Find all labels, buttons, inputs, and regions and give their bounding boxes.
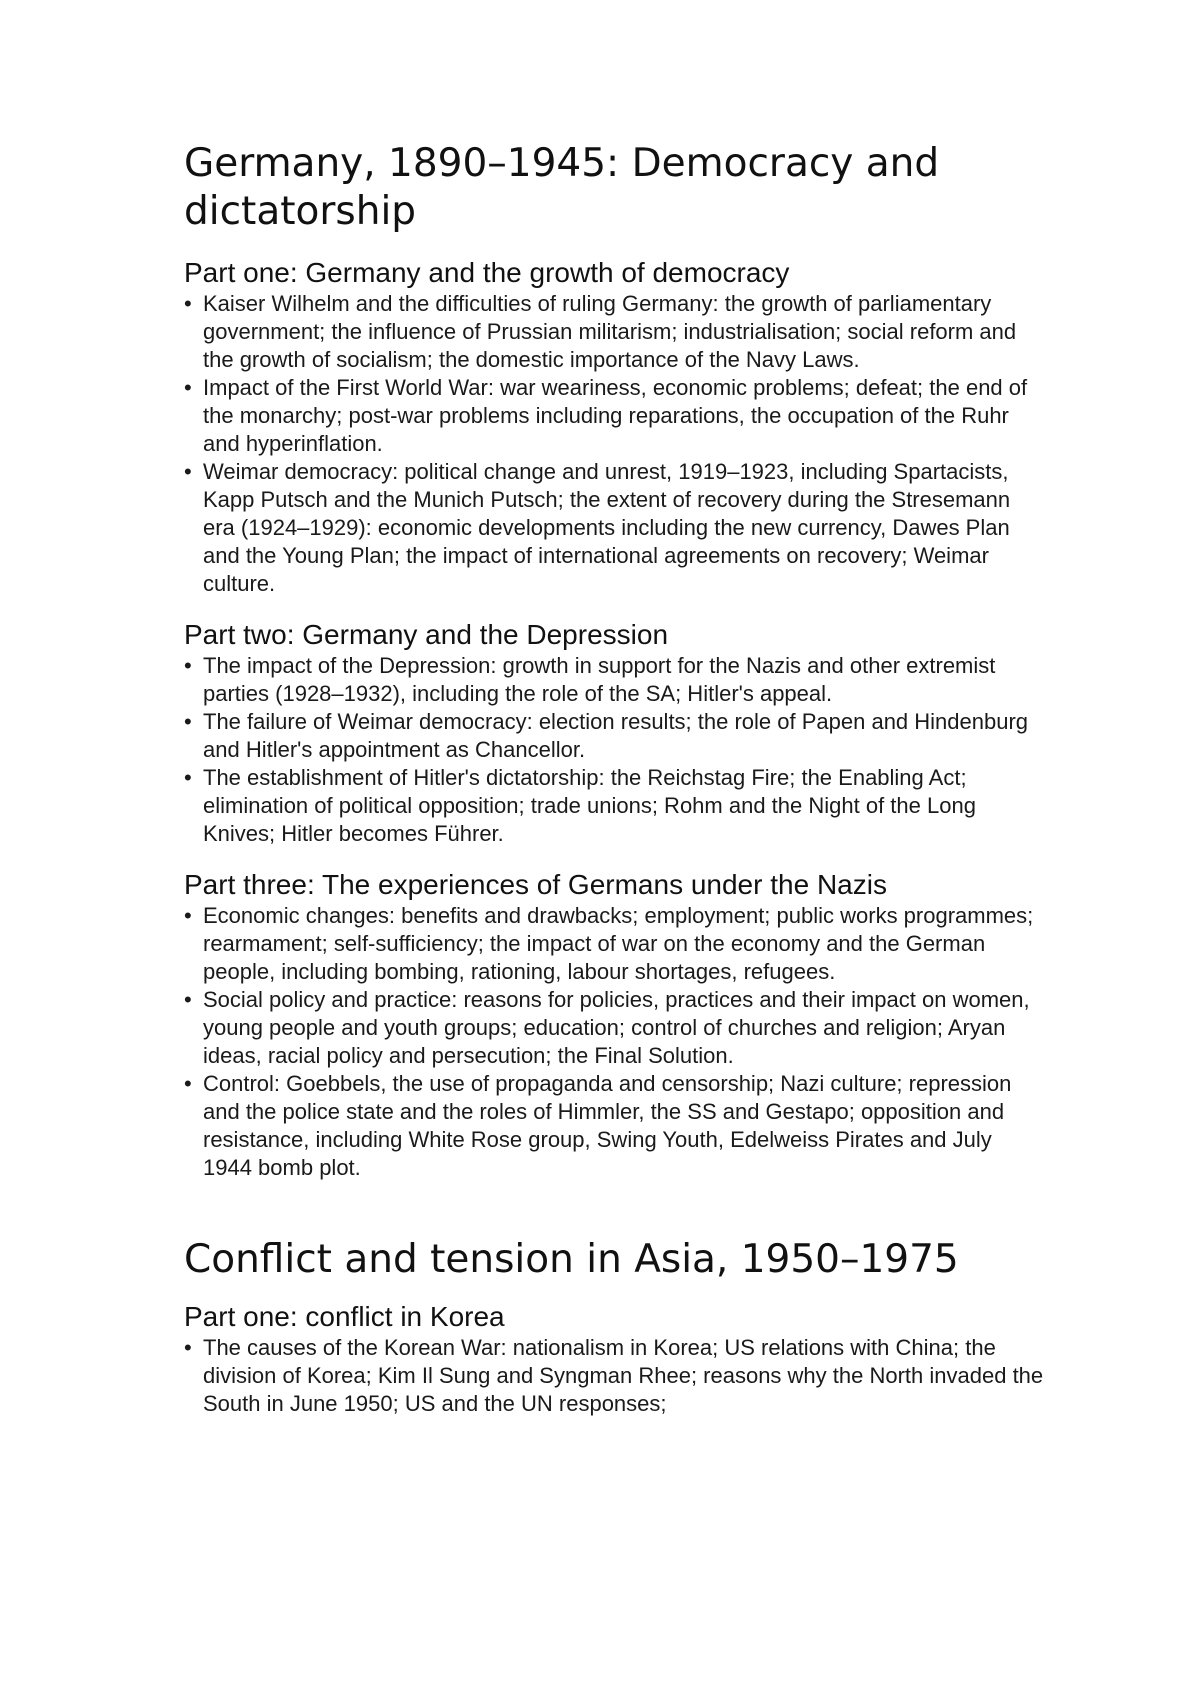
list-item-text: The establishment of Hitler's dictatorship: the Reichstag Fire; the Enabling Act; elimination of political opposition; trade unions; Rohm and the Night of the Long Knives; Hitler becomes Führer.	[203, 765, 976, 846]
section-title: Conflict and tension in Asia, 1950–1975	[184, 1237, 959, 1282]
list-item	[184, 458, 1044, 598]
list-item	[184, 1070, 1044, 1182]
list-item-text: Weimar democracy: political change and unrest, 1919–1923, including Spartacists, Kapp Putsch and the Munich Putsch; the extent of recovery during the Stresemann era (1924–1929): economic developments including the new currency, Dawes Plan and the Young Plan; the impact of international agreements on recovery; Weimar culture.	[203, 459, 1011, 596]
bullet-list	[184, 902, 1044, 1182]
list-item-text: The causes of the Korean War: nationalism in Korea; US relations with China; the division of Korea; Kim Il Sung and Syngman Rhee; reasons why the North invaded the South in June 1950; US and the UN responses;	[203, 1335, 1044, 1416]
list-item	[184, 986, 1044, 1070]
part-heading: Part two: Germany and the Depression	[184, 619, 669, 650]
list-item	[184, 374, 1044, 458]
list-item-text: Kaiser Wilhelm and the difficulties of ruling Germany: the growth of parliamentary government; the influence of Prussian militarism; industrialisation; social reform and the growth of socialism; the domestic importance of the Navy Laws.	[203, 291, 1017, 372]
list-item-text: The impact of the Depression: growth in support for the Nazis and other extremist parties (1928–1932), including the role of the SA; Hitler's appeal.	[203, 653, 996, 706]
part-heading: Part one: conflict in Korea	[184, 1301, 505, 1332]
bullet-icon: •	[184, 709, 192, 734]
part-heading: Part one: Germany and the growth of democracy	[184, 257, 790, 288]
document-page	[184, 140, 1044, 1418]
list-item	[184, 764, 1044, 848]
bullet-icon: •	[184, 765, 192, 790]
section-title: Germany, 1890–1945: Democracy and dictatorship	[184, 141, 940, 234]
list-item-text: Impact of the First World War: war weariness, economic problems; defeat; the end of the monarchy; post-war problems including reparations, the occupation of the Ruhr and hyperinflation.	[203, 375, 1028, 456]
list-item	[184, 290, 1044, 374]
part-block	[184, 618, 1044, 848]
part-block	[184, 1300, 1044, 1418]
bullet-icon: •	[184, 903, 192, 928]
bullet-icon: •	[184, 291, 192, 316]
list-item-text: Economic changes: benefits and drawbacks; employment; public works programmes; rearmament; self-sufficiency; the impact of war on the economy and the German people, including bombing, rationing, labour shortages, refugees.	[203, 903, 1034, 984]
section-asia	[184, 1236, 1044, 1418]
list-item-text: Social policy and practice: reasons for policies, practices and their impact on women, young people and youth groups; education; control of churches and religion; Aryan ideas, racial policy and persecution; the Final Solution.	[203, 987, 1030, 1068]
part-block	[184, 868, 1044, 1182]
list-item	[184, 652, 1044, 708]
bullet-icon: •	[184, 375, 192, 400]
list-item	[184, 902, 1044, 986]
bullet-icon: •	[184, 459, 192, 484]
part-block	[184, 256, 1044, 598]
list-item	[184, 708, 1044, 764]
list-item	[184, 1334, 1044, 1418]
bullet-list	[184, 290, 1044, 598]
bullet-icon: •	[184, 987, 192, 1012]
bullet-list	[184, 652, 1044, 848]
bullet-icon: •	[184, 1071, 192, 1096]
section-germany	[184, 140, 1044, 1182]
bullet-icon: •	[184, 653, 192, 678]
bullet-icon: •	[184, 1335, 192, 1360]
bullet-list	[184, 1334, 1044, 1418]
part-heading: Part three: The experiences of Germans under the Nazis	[184, 869, 887, 900]
list-item-text: The failure of Weimar democracy: election results; the role of Papen and Hindenburg and Hitler's appointment as Chancellor.	[203, 709, 1029, 762]
list-item-text: Control: Goebbels, the use of propaganda and censorship; Nazi culture; repression and the police state and the roles of Himmler, the SS and Gestapo; opposition and resistance, including White Rose group, Swing Youth, Edelweiss Pirates and July 1944 bomb plot.	[203, 1071, 1012, 1180]
